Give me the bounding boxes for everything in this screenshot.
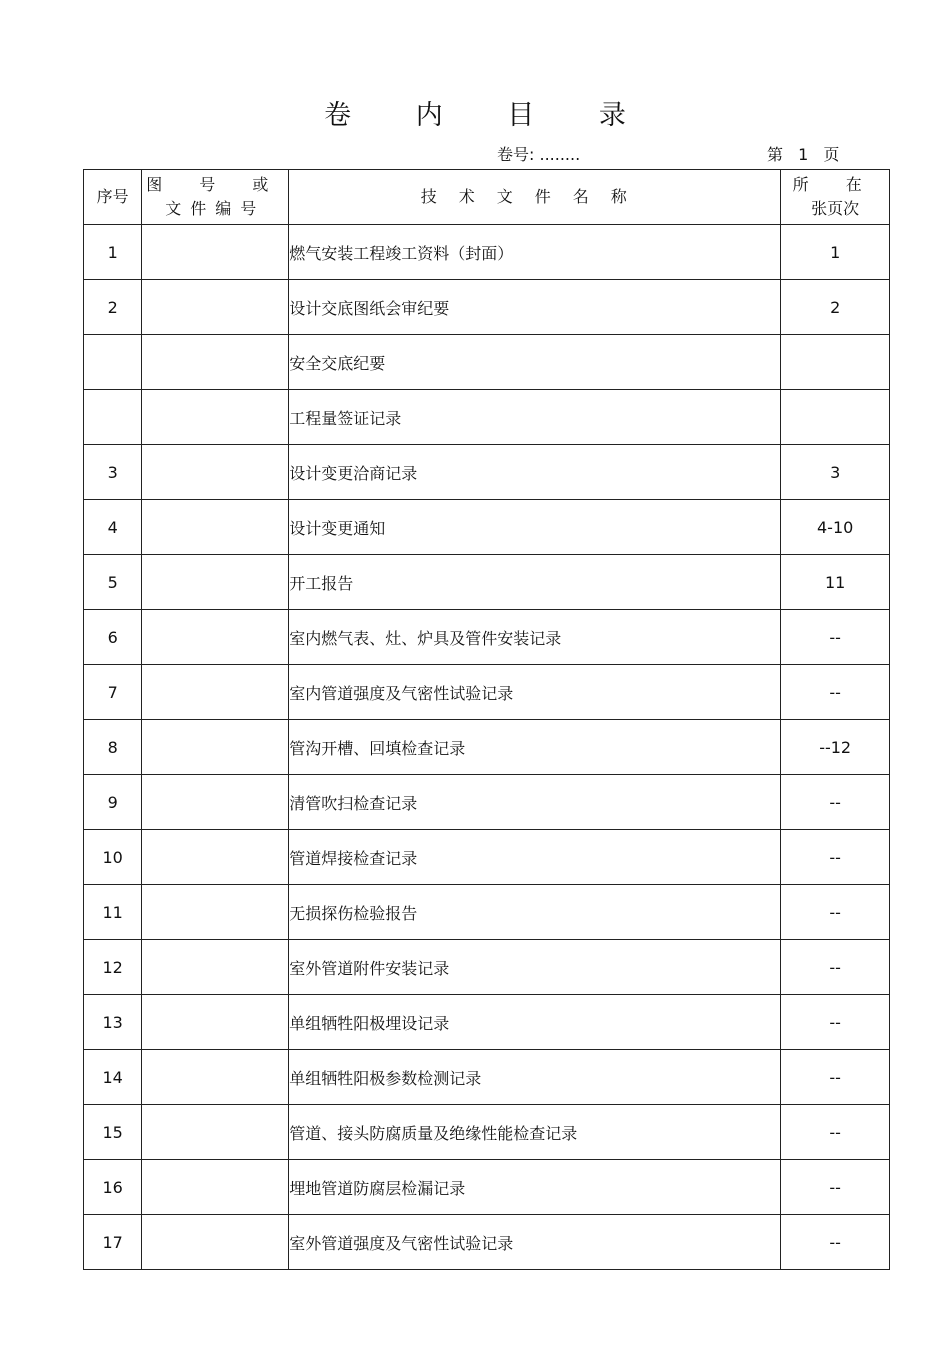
row-name: 无损探伤检验报告 [289,885,781,940]
row-code [142,720,289,775]
row-code [142,940,289,995]
table-of-contents [83,169,890,1270]
row-page: -- [781,1160,890,1215]
row-name: 清管吹扫检查记录 [289,775,781,830]
row-name: 埋地管道防腐层检漏记录 [289,1160,781,1215]
header-seq: 序号 [84,170,142,225]
row-name: 设计变更洽商记录 [289,445,781,500]
row-page: 2 [781,280,890,335]
row-name: 设计变更通知 [289,500,781,555]
header-page-line1: 所 在 [792,175,878,194]
row-name: 工程量签证记录 [289,390,781,445]
row-page: 3 [781,445,890,500]
row-page: -- [781,1050,890,1105]
table-row [84,885,890,940]
row-code [142,665,289,720]
row-code [142,335,289,390]
row-seq: 17 [84,1215,142,1270]
row-name: 单组牺牲阳极埋设记录 [289,995,781,1050]
row-name: 室外管道附件安装记录 [289,940,781,995]
table-row [84,500,890,555]
row-page [781,390,890,445]
row-seq: 9 [84,775,142,830]
table-row [84,610,890,665]
row-name: 设计交底图纸会审纪要 [289,280,781,335]
row-seq: 2 [84,280,142,335]
row-seq: 1 [84,225,142,280]
row-seq [84,390,142,445]
row-name: 单组牺牲阳极参数检测记录 [289,1050,781,1105]
row-page: 11 [781,555,890,610]
row-page: -- [781,665,890,720]
row-name: 室内燃气表、灶、炉具及管件安装记录 [289,610,781,665]
row-code [142,280,289,335]
document-title: 卷 内 目 录 [324,100,654,131]
row-seq: 3 [84,445,142,500]
row-seq: 8 [84,720,142,775]
row-name: 管道焊接检查记录 [289,830,781,885]
table-row [84,1160,890,1215]
row-code [142,830,289,885]
row-page: 1 [781,225,890,280]
table-row [84,445,890,500]
table-row [84,335,890,390]
row-seq: 15 [84,1105,142,1160]
row-seq: 16 [84,1160,142,1215]
row-code [142,1105,289,1160]
header-page-line2: 张页次 [811,199,860,218]
table-row [84,1050,890,1105]
row-seq: 12 [84,940,142,995]
row-code [142,995,289,1050]
row-page: -- [781,830,890,885]
row-page [781,335,890,390]
table-row [84,555,890,610]
table-row [84,390,890,445]
row-page: -- [781,610,890,665]
page-number-label: 第 1 页 [767,145,840,164]
row-name: 燃气安装工程竣工资料（封面） [289,225,781,280]
table-row [84,1215,890,1270]
row-code [142,1160,289,1215]
row-name: 开工报告 [289,555,781,610]
row-page: -- [781,1105,890,1160]
row-seq: 13 [84,995,142,1050]
row-name: 安全交底纪要 [289,335,781,390]
row-code [142,775,289,830]
row-page: -- [781,885,890,940]
row-page: -- [781,1215,890,1270]
table-row [84,720,890,775]
row-seq: 4 [84,500,142,555]
row-page: --12 [781,720,890,775]
header-code [142,170,289,225]
row-code [142,390,289,445]
row-seq: 5 [84,555,142,610]
row-page: -- [781,940,890,995]
table-row [84,775,890,830]
row-seq: 14 [84,1050,142,1105]
row-seq [84,335,142,390]
row-seq: 11 [84,885,142,940]
row-page: -- [781,995,890,1050]
header-name: 技术文件名称 [289,170,781,225]
row-page: 4-10 [781,500,890,555]
header-code-line2: 文件编号 [165,199,266,218]
volume-number-label: 卷号: ........ [497,145,581,164]
row-code [142,555,289,610]
row-page: -- [781,775,890,830]
row-name: 管道、接头防腐质量及绝缘性能检查记录 [289,1105,781,1160]
header-page [781,170,890,225]
row-code [142,1050,289,1105]
table-row [84,830,890,885]
row-name: 管沟开槽、回填检查记录 [289,720,781,775]
table-row [84,1105,890,1160]
row-code [142,885,289,940]
row-code [142,445,289,500]
row-code [142,225,289,280]
table-row [84,940,890,995]
row-name: 室内管道强度及气密性试验记录 [289,665,781,720]
table-row [84,280,890,335]
row-code [142,500,289,555]
row-code [142,610,289,665]
table-row [84,665,890,720]
table-header-row [84,170,890,225]
row-seq: 7 [84,665,142,720]
row-seq: 10 [84,830,142,885]
row-name: 室外管道强度及气密性试验记录 [289,1215,781,1270]
row-code [142,1215,289,1270]
table-row [84,225,890,280]
table-row [84,995,890,1050]
header-code-line1: 图 号 或 [146,175,285,194]
row-seq: 6 [84,610,142,665]
